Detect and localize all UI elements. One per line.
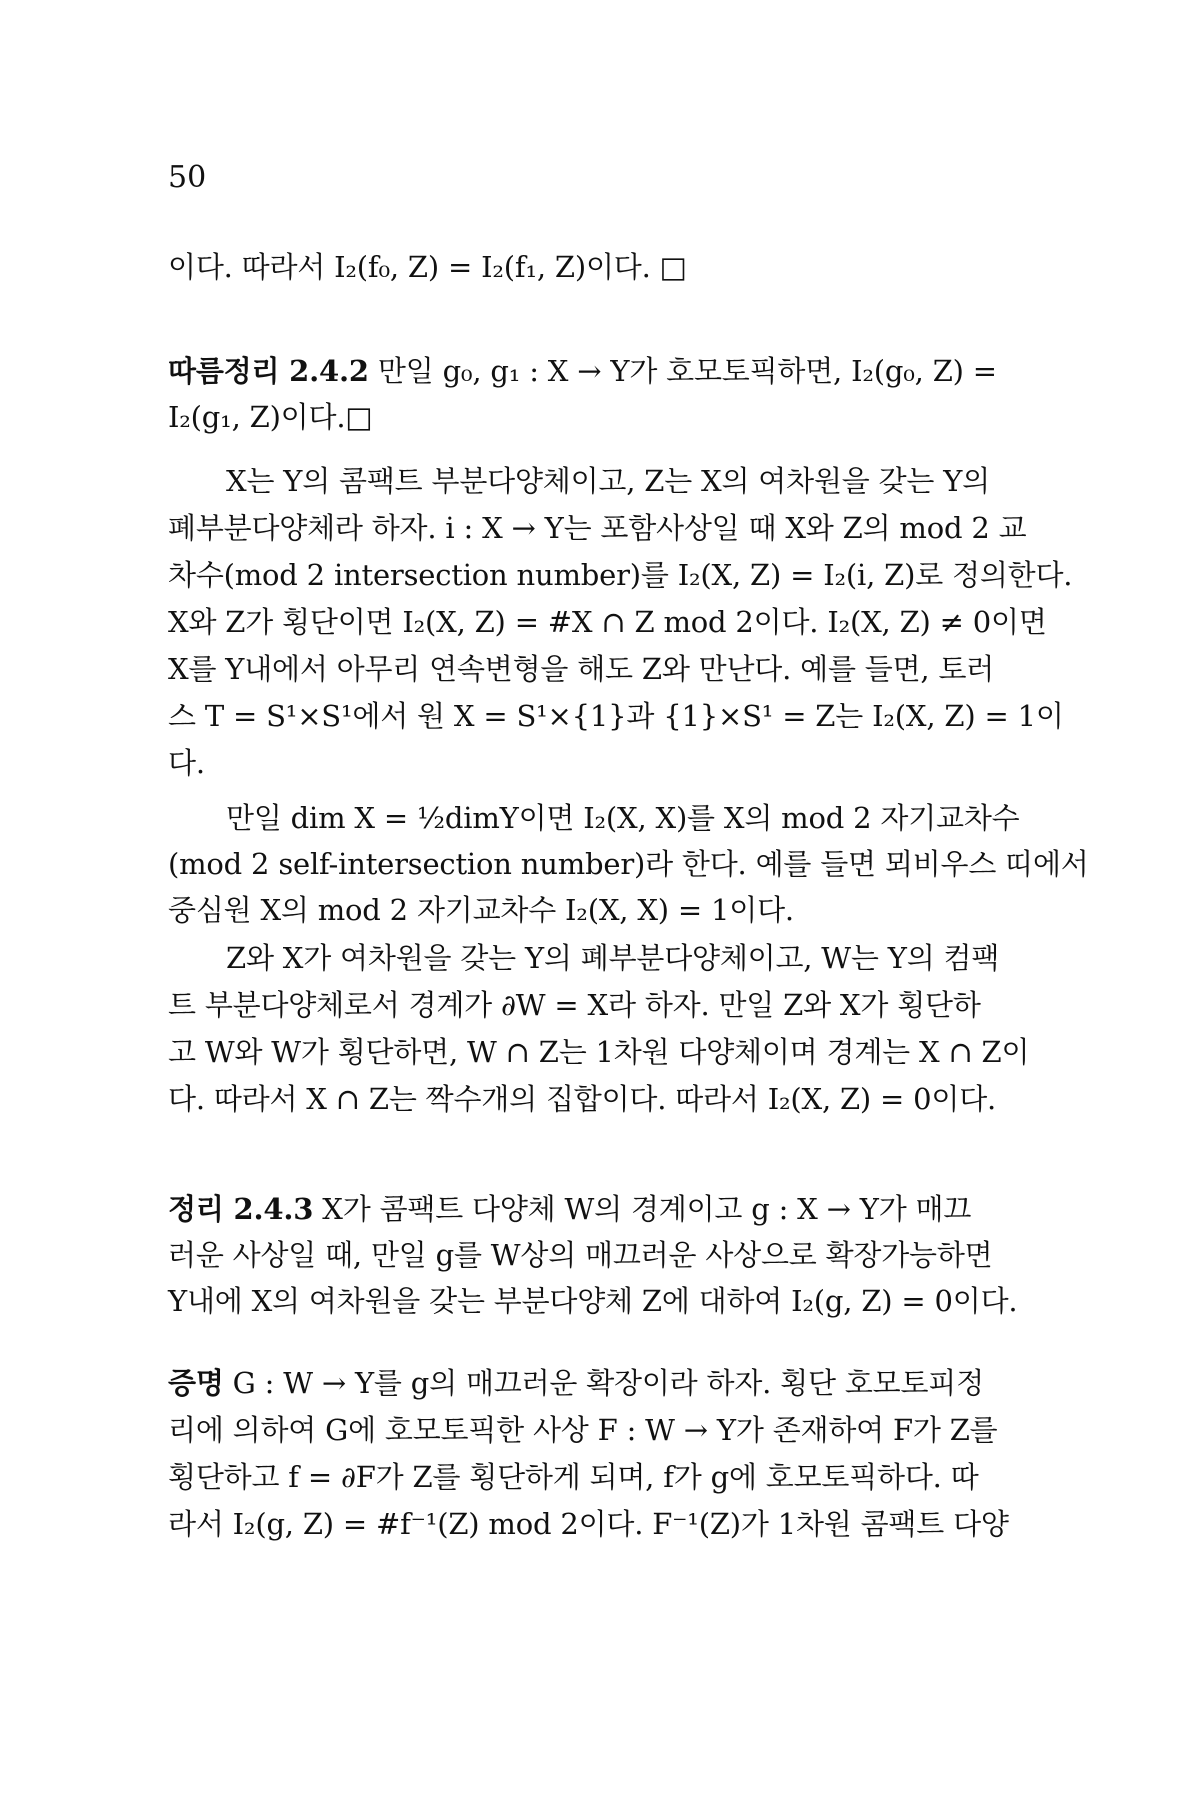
theorem-text: X가 콤팩트 다양체 W의 경계이고 g : X → Y가 매끄 bbox=[322, 1192, 972, 1226]
text-line: X를 Y내에서 아무리 연속변형을 해도 Z와 만난다. 예를 들면, 토러 bbox=[168, 652, 995, 686]
text-line: 리에 의하여 G에 호모토픽한 사상 F : W → Y가 존재하여 F가 Z를 bbox=[168, 1413, 998, 1447]
text-line: 이다. 따라서 I₂(f₀, Z) = I₂(f₁, Z)이다. □ bbox=[168, 250, 687, 284]
text-line: 고 W와 W가 횡단하면, W ∩ Z는 1차원 다양체이며 경계는 X ∩ Z이 bbox=[168, 1035, 1030, 1069]
proof-label: 증명 bbox=[168, 1366, 224, 1400]
text-line: 스 T = S¹×S¹에서 원 X = S¹×{1}과 {1}×S¹ = Z는 I₂(X, Z) = 1이 bbox=[168, 699, 1064, 733]
text-line: Y내에 X의 여차원을 갖는 부분다양체 Z에 대하여 I₂(g, Z) = 0이다. bbox=[168, 1284, 1018, 1318]
text-line: 트 부분다양체로서 경계가 ∂W = X라 하자. 만일 Z와 X가 횡단하 bbox=[168, 988, 981, 1022]
text-line: 폐부분다양체라 하자. i : X → Y는 포함사상일 때 X와 Z의 mod 2 교 bbox=[168, 511, 1027, 545]
text-line bbox=[168, 1186, 1073, 1232]
corollary-label: 따름정리 2.4.2 bbox=[168, 354, 369, 388]
text-line: 중심원 X의 mod 2 자기교차수 I₂(X, X) = 1이다. bbox=[168, 893, 794, 927]
text-line: 만일 dim X = ½dimY이면 I₂(X, X)를 X의 mod 2 자기교차수 bbox=[226, 801, 1020, 835]
text-line bbox=[168, 348, 1073, 394]
text-line: (mod 2 self-intersection number)라 한다. 예를 들면 뫼비우스 띠에서 bbox=[168, 847, 1089, 881]
proof-end-line bbox=[168, 245, 1073, 286]
text-line: I₂(g₁, Z)이다.□ bbox=[168, 400, 373, 434]
corollary-text: 만일 g₀, g₁ : X → Y가 호모토픽하면, I₂(g₀, Z) = bbox=[377, 354, 997, 388]
proof-text: G : W → Y를 g의 매끄러운 확장이라 하자. 횡단 호모토피정 bbox=[232, 1366, 984, 1400]
paragraph-self-intersection bbox=[168, 795, 1089, 933]
page-number: 50 bbox=[168, 160, 207, 195]
corollary-2-4-2 bbox=[168, 348, 1073, 440]
paragraph-boundary bbox=[168, 935, 1073, 1123]
text-line: 횡단하고 f = ∂F가 Z를 횡단하게 되며, f가 g에 호모토픽하다. 따 bbox=[168, 1460, 979, 1494]
proof-block bbox=[168, 1360, 1073, 1548]
text-line: 러운 사상일 때, 만일 g를 W상의 매끄러운 사상으로 확장가능하면 bbox=[168, 1238, 993, 1272]
theorem-2-4-3 bbox=[168, 1186, 1073, 1324]
text-line: 다. bbox=[168, 746, 205, 780]
text-line: 차수(mod 2 intersection number)를 I₂(X, Z) = I₂(i, Z)로 정의한다. bbox=[168, 558, 1073, 592]
text-line: Z와 X가 여차원을 갖는 Y의 폐부분다양체이고, W는 Y의 컴팩 bbox=[226, 941, 1000, 975]
text-line bbox=[168, 1360, 1073, 1407]
theorem-label: 정리 2.4.3 bbox=[168, 1192, 314, 1226]
text-line: 다. 따라서 X ∩ Z는 짝수개의 집합이다. 따라서 I₂(X, Z) = 0이다. bbox=[168, 1082, 997, 1116]
text-line: X는 Y의 콤팩트 부분다양체이고, Z는 X의 여차원을 갖는 Y의 bbox=[226, 464, 990, 498]
paragraph-mod2-intersection bbox=[168, 458, 1073, 787]
text-line: 라서 I₂(g, Z) = #f⁻¹(Z) mod 2이다. F⁻¹(Z)가 1차원 콤팩트 다양 bbox=[168, 1507, 1009, 1541]
text-line: X와 Z가 횡단이면 I₂(X, Z) = #X ∩ Z mod 2이다. I₂(X, Z) ≠ 0이면 bbox=[168, 605, 1047, 639]
